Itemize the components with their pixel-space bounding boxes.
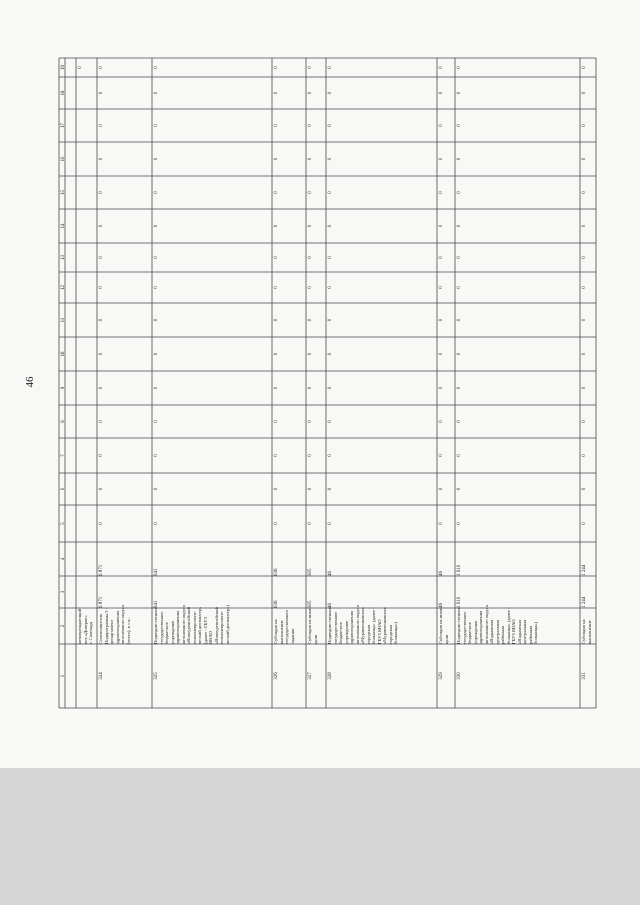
zero-value: 0 (438, 191, 444, 194)
zero-value: 0 (153, 91, 159, 95)
zero-value: 0 (98, 352, 104, 356)
zero-value: 0 (273, 454, 279, 457)
zero-value: 0 (153, 454, 159, 457)
zero-value: 0 (327, 522, 333, 525)
value-col-3: 636 (273, 600, 279, 608)
column-number: 10 (60, 351, 66, 357)
row-name-line: ГБУЗ ЯНАО (511, 619, 516, 644)
zero-value: 0 (307, 256, 313, 259)
row-name-line: центральная (522, 619, 527, 644)
zero-value: 0 (581, 286, 587, 289)
column-number: 12 (60, 285, 66, 290)
zero-value: 0 (456, 352, 462, 356)
zero-value: 0 (581, 318, 587, 322)
zero-value: 0 (327, 224, 333, 228)
zero-value: 0 (307, 522, 313, 525)
zero-value: 0 (273, 286, 279, 289)
zero-value: 0 (438, 124, 444, 127)
row-name-line: «Надымская (489, 619, 494, 644)
row-name-line: учреждение (169, 620, 175, 644)
zero-value: 0 (581, 224, 587, 228)
row-number: 328 (327, 672, 333, 680)
column-number: 4 (60, 557, 66, 561)
zero-value: 0 (273, 318, 279, 322)
zero-value: 0 (98, 124, 104, 127)
value-col-4: 305 (307, 568, 313, 576)
zero-value: 0 (307, 191, 313, 194)
zero-value: 0 (98, 66, 104, 69)
zero-value: 0 (153, 286, 159, 289)
zero-value: 0 (273, 157, 279, 161)
zero-value: 0 (456, 91, 462, 95)
column-number: 18 (60, 90, 66, 96)
zero-value: 0 (273, 66, 279, 69)
zero-value: 0 (98, 256, 104, 259)
zero-value: 0 (438, 256, 444, 259)
zero-value: 0 (153, 124, 159, 127)
row-name-line: государственное (461, 611, 467, 644)
zero-value: 0 (456, 386, 462, 390)
column-number: 13 (60, 255, 66, 260)
zero-value: 0 (456, 157, 462, 161)
zero-value: 0 (456, 454, 462, 457)
zero-value: 0 (153, 487, 159, 491)
row-name-line: центральная (494, 619, 500, 644)
column-number: 17 (60, 123, 66, 128)
zero-value: 0 (581, 191, 587, 194)
row-name-line: ческий диспансер» (197, 606, 202, 644)
value-col-4: 941 (153, 568, 159, 576)
column-number: 14 (60, 223, 66, 229)
zero-value: 0 (273, 191, 279, 194)
value-col-4: 1 244 (581, 564, 587, 576)
column-number: 7 (60, 454, 66, 457)
value-col-3: 1 244 (581, 596, 587, 608)
row-name-line: (далее - ГБУЗ (202, 617, 208, 644)
zero-value: 0 (98, 286, 104, 289)
zero-value: 0 (153, 522, 159, 525)
row-name-line: неповреждающий- (77, 607, 82, 644)
zero-value: 0 (581, 386, 587, 390)
column-number: 3 (60, 590, 66, 594)
zero-value: 0 (327, 157, 333, 161)
zero-value: 0 (438, 286, 444, 289)
zero-value: 0 (456, 487, 462, 491)
row-name-line: выполнение (586, 620, 592, 644)
zero-value: 0 (307, 352, 313, 356)
zero-value: 0 (581, 522, 587, 525)
column-number: 5 (60, 522, 66, 525)
row-name-line: задания (289, 628, 295, 644)
value-col-3: 46 (327, 603, 333, 608)
row-name-line: государственного (284, 609, 289, 644)
zero-value: 0 (98, 522, 104, 525)
row-name-line: здравоохранения (175, 610, 180, 644)
row-name-line: г. Салехард (88, 622, 93, 644)
column-number: 1 (60, 674, 66, 678)
zero-value: 0 (273, 420, 279, 423)
row-number: 324 (98, 672, 104, 680)
value-col-3: 46 (438, 603, 444, 608)
row-name-line: автономного округа (120, 605, 125, 644)
zero-value: 0 (98, 487, 104, 491)
zero-value: 0 (327, 91, 333, 95)
row-name-line: выполнение (278, 620, 284, 644)
zero-value: 0 (307, 224, 313, 228)
row-number: 330 (456, 672, 462, 680)
row-name-line: психоневрологи- (191, 610, 197, 644)
zero-value: 0 (307, 124, 313, 127)
zero-value: 0 (438, 522, 444, 525)
row-name-line: здравоохранения (478, 610, 483, 644)
zero-value: 0 (327, 487, 333, 491)
zero-value: 0 (153, 386, 159, 390)
row-number: 329 (438, 672, 444, 680)
column-number: 8 (60, 420, 66, 423)
zero-value: 0 (307, 157, 313, 161)
row-name-line: бюджетное (164, 622, 169, 644)
zero-value: 0 (581, 157, 587, 161)
page-number: 46 (24, 376, 36, 388)
row-name-line: автономного округа (354, 605, 360, 644)
zero-value: 0 (327, 454, 333, 457)
zero-value: 0 (327, 286, 333, 289)
zero-value: 0 (456, 286, 462, 289)
column-number: 11 (60, 317, 66, 323)
zero-value: 0 (273, 352, 279, 356)
row-name-line: Субсидия на (581, 619, 586, 644)
row-name-line: «Надымская (516, 619, 522, 644)
row-name-line: Субсидия на иные (307, 608, 312, 644)
zero-value: 0 (307, 91, 313, 95)
row-name-line: здравоохранения (349, 610, 354, 644)
row-name-line: департамент (109, 619, 114, 644)
zero-value: 0 (581, 487, 587, 491)
zero-value: 0 (438, 352, 444, 356)
zero-value: 0 (327, 66, 333, 69)
zero-value: 0 (273, 386, 279, 390)
zero-value: 0 (98, 454, 104, 457)
row-name-line: больница» (далее - (505, 607, 511, 644)
zero-value: 0 (307, 487, 313, 491)
row-name-line: (всего), в т.ч.: (125, 617, 131, 644)
zero-value: 0 (438, 386, 444, 390)
zero-value: 0 (153, 66, 159, 69)
zero-value: 0 (153, 352, 159, 356)
row-name-line: Субсидия на (273, 619, 278, 644)
zero-value: 0 (273, 256, 279, 259)
row-name-line: больница») (533, 621, 538, 644)
row-name-line: Подпрограммы 5 - (103, 607, 109, 644)
zero-value: 0 (581, 66, 587, 69)
row-name-line: ися «Доверие» (82, 615, 88, 644)
row-name-line: больница») (393, 621, 398, 644)
zero-value: 0 (438, 66, 444, 69)
column-number: 15 (60, 190, 66, 195)
zero-value: 0 (98, 386, 104, 390)
zero-value: 0 (307, 420, 313, 423)
row-name-line: бюджетное (338, 622, 343, 644)
zero-value: 0 (327, 318, 333, 322)
zero-value: 0 (98, 318, 104, 322)
zero-value: 0 (153, 191, 159, 194)
zero-value: 0 (456, 124, 462, 127)
zero-value: 0 (307, 66, 313, 69)
zero-value: 0 (98, 157, 104, 161)
row-name-line: государственное (158, 611, 164, 644)
row-number: 326 (273, 672, 279, 680)
zero-value: 0 (307, 318, 313, 322)
row-number: 327 (307, 672, 313, 680)
zero-value: 0 (327, 352, 333, 356)
zero-value: 0 (153, 256, 159, 259)
row-name-line: Подведомственное (456, 607, 461, 644)
zero-value: 0 (327, 386, 333, 390)
zero-value: 0 (98, 420, 104, 423)
zero-value: 0 (273, 487, 279, 491)
row-name-line: здравоохранения (114, 610, 120, 644)
row-name-line: городская (365, 624, 371, 644)
zero-value: 0 (581, 420, 587, 423)
value-col-4: 46 (327, 571, 333, 576)
row-name-line: районная (500, 625, 505, 644)
row-name-line: ЯНАО (208, 631, 213, 644)
zero-value: 0 (438, 157, 444, 161)
zero-value: 0 (581, 352, 587, 356)
value-col-3: 305 (307, 600, 313, 608)
row-name-line: Соисполнитель (98, 613, 103, 644)
row-name-line: районная (527, 625, 533, 644)
row-name-line: «Новоуренгойский (186, 607, 191, 644)
row-name-line: бюджетное (467, 622, 472, 644)
zero-value: 0 (456, 191, 462, 194)
zero-value: 0 (456, 256, 462, 259)
value-col-3: 1 910 (456, 596, 462, 608)
column-number: 19 (60, 65, 66, 70)
zero-value: 0 (456, 66, 462, 69)
zero-value: 0 (438, 454, 444, 457)
zero-value: 0 (273, 224, 279, 228)
zero-value: 0 (327, 124, 333, 127)
zero-value: 0 (581, 454, 587, 457)
value-col-4: 1 910 (456, 564, 462, 576)
row-name-line: ГБУЗ ЯНАО (376, 619, 382, 644)
row-name-line: городская (387, 624, 393, 644)
zero-value: 0 (327, 420, 333, 423)
row-name-line: «Муравленковская (360, 607, 365, 644)
zero-value: 0 (153, 420, 159, 423)
zero-value: 0 (581, 256, 587, 259)
zero-value: 0 (438, 91, 444, 95)
zero-value: 0 (153, 318, 159, 322)
column-number: 2 (60, 624, 66, 628)
zero-value: 0 (307, 454, 313, 457)
zero-value: 0 (581, 124, 587, 127)
value-col-4: 636 (273, 568, 279, 576)
zero-value: 0 (456, 420, 462, 423)
zero-value: 0 (307, 286, 313, 289)
row-name-line: цели (312, 634, 318, 644)
row-name-line: Субсидия на иные (438, 608, 443, 644)
row-name-line: государственное (332, 611, 338, 644)
row-name-line: цели (443, 634, 449, 644)
zero-value: 0 (581, 91, 587, 95)
zero-value: 0 (327, 191, 333, 194)
row-name-line: Подведомственное (327, 607, 332, 644)
row-number: 331 (581, 672, 587, 680)
zero-value: 0 (438, 487, 444, 491)
row-name-line: психоневрологи- (219, 610, 224, 644)
row-name-line: автономного округа (180, 605, 186, 644)
zero-value: 0 (456, 318, 462, 322)
zero-value: 0 (273, 124, 279, 127)
column-number: 6 (60, 487, 66, 491)
row-name-line: автономного округа (483, 605, 489, 644)
zero-value: 0 (438, 318, 444, 322)
zero-value: 0 (153, 224, 159, 228)
row-name-line: учреждение (343, 620, 349, 644)
value-col-3: 6 871 (98, 596, 104, 608)
zero-value: 0 (327, 256, 333, 259)
row-name-line: ческий диспансер») (224, 605, 230, 644)
zero-value: 0 (273, 91, 279, 95)
zero-value: 0 (153, 157, 159, 161)
row-name-line: Подведомственное (153, 607, 158, 644)
row-number: 325 (153, 672, 159, 680)
value-col-3: 941 (153, 600, 159, 608)
zero-value: 0 (77, 66, 83, 69)
zero-value: 0 (456, 224, 462, 228)
column-number: 16 (60, 156, 66, 162)
zero-value: 0 (273, 522, 279, 525)
value-col-4: 46 (438, 571, 444, 576)
column-number: 9 (60, 386, 66, 390)
row-name-line: учреждение (472, 620, 478, 644)
value-col-4: 6 871 (98, 564, 104, 576)
row-name-line: больница» (далее - (371, 607, 376, 644)
row-name-line: «Новоуренгойский (213, 607, 219, 644)
zero-value: 0 (438, 224, 444, 228)
zero-value: 0 (98, 91, 104, 95)
zero-value: 0 (98, 224, 104, 228)
zero-value: 0 (438, 420, 444, 423)
zero-value: 0 (98, 191, 104, 194)
zero-value: 0 (456, 522, 462, 525)
row-name-line: «Муравленковская (382, 607, 387, 644)
zero-value: 0 (307, 386, 313, 390)
